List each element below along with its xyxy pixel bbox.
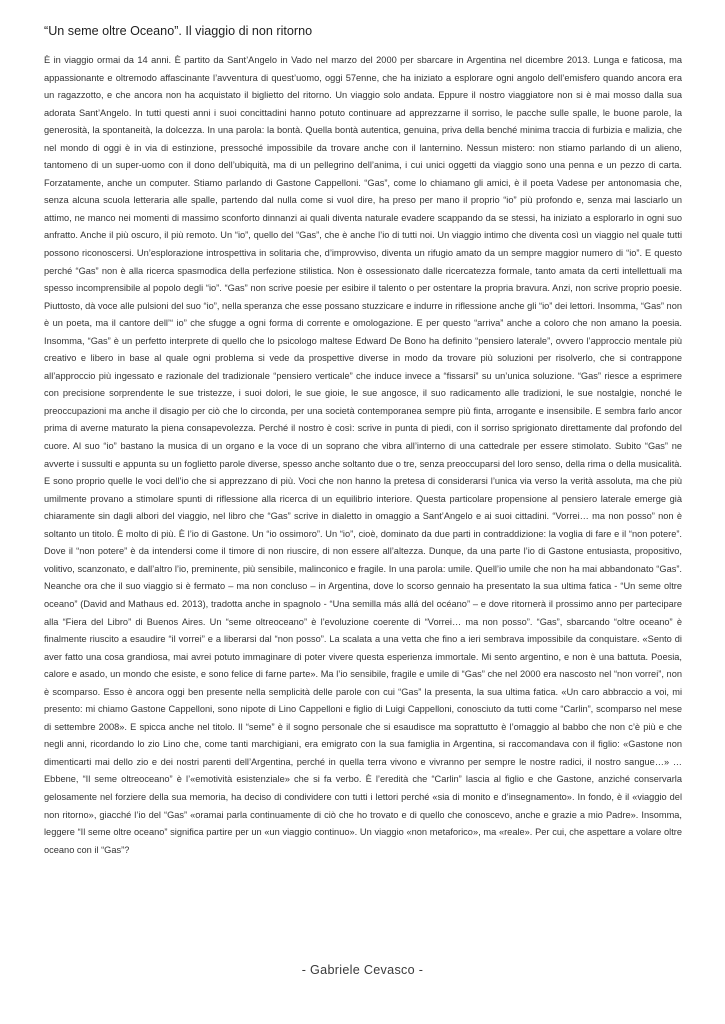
author-signature: - Gabriele Cevasco - [301,963,424,977]
document-body: È in viaggio ormai da 14 anni. È partito da Sant’Angelo in Vado nel marzo del 2000 per sbarcare in Argentina nel dicembre 2013. Lunga e faticosa, ma appassionante e oltremodo affascinante l’avventura di quest’uomo, oggi 57enne, che ha iniziato a esplorare ogni angolo dell’emisfero quando ancora era un ragazzotto, e che ancora non ha acquistato il biglietto del ritorno. Un viaggio solo andata. Eppure il nostro viaggiatore non si è mai mosso dalla sua adorata Sant’Angelo. In tutti questi anni i suoi concittadini hanno potuto continuare ad apprezzarne il sorriso, le pacche sulle spalle, le buone parole, la generosità, la spontaneità, la dolcezza. In una parola: la bontà. Quella bontà autentica, genuina, priva della benché minima traccia di furbizia e malizia, che nel mondo di oggi è in via di estinzione, pressoché impossibile da trovare anche con il lanternino. Nessun mistero: non stiamo parlando di un alieno, tantomeno di un super-uomo con il dono dell’ubiquità, ma di un pellegrino dell’anima, i cui unici oggetti da viaggio sono una penna e un pezzo di carta. Forzatamente, anche un computer. Stiamo parlando di Gastone Cappelloni. “Gas”, come lo chiamano gli amici, è il poeta Vadese per antonomasia che, senza alcuna scuola letteraria alle spalle, partendo dal nulla come si vuol dire, ha preso per mano il proprio “io” più profondo e, senza mai lasciarlo un attimo, ne manco nei momenti di massimo sconforto dinnanzi ai quali diventa naturale evadere scappando da se stessi, ha iniziato a esplorarlo in ogni suo anfratto. Anche il più oscuro, il più remoto. Un “io”, quello del “Gas”, che è anche l’io di tutti noi. Un viaggio intimo che diventa così un viaggio nel quale tutti possono riconoscersi. Un’esplorazione introspettiva in solitaria che, d’improvviso, diventa un rifugio amato da un sempre maggior numero di “io”. E questo perché “Gas” non è alla ricerca spasmodica della perfezione stilistica. Non è ossessionato dalle ricercatezza formale, tanto amata da certi intellettuali ma spesso incomprensibile al popolo degli “io”. “Gas” non scrive poesie per esibire il talento o per ostentare la propria bravura. Anzi, non scrive proprio poesie. Piuttosto, dà voce alle pulsioni del suo “io”, nella speranza che esse possano stuzzicare e indurre in riflessione anche gli “io” dei lettori. Insomma, “Gas” non è un poeta, ma il cantore dell’“ io” che sfugge a ogni forma di corrente e omologazione. E per questo “arriva” anche a coloro che non amano la poesia. Insomma, “Gas” è un perfetto interprete di quello che lo psicologo maltese Edward De Bono ha definito “pensiero laterale”, ovvero l’approccio mentale più creativo e libero in base al quale ogni problema si vede da prospettive diverse in modo da trovare più soluzioni per risolverlo, che si contrappone all’approccio più ingessato e razionale del tradizionale “pensiero verticale” che induce invece a “fissarsi” su un’unica soluzione. “Gas” riesce a esprimere con precisione sorprendente le sue tristezze, i suoi dolori, le sue gioie, le sue angosce, il suo radicamento alle tradizioni, le sue nostalgie, nonché le preoccupazioni ma anche il disagio per ciò che lo circonda, per una società contemporanea sempre più finta, arrogante e insensibile. E sembra farlo ancor prima di averne maturato la piena consapevolezza. Perché il nostro è così: scrive in punta di piedi, con il sorriso sprigionato direttamente dal profondo del cuore. Al suo “io” bastano la musica di un organo e la voce di un soprano che vibra all’interno di una cattedrale per essere stimolato. Subito “Gas” ne avverte i sussulti e appunta su un foglietto parole diverse, spesso anche soltanto due o tre, senza preoccuparsi del loro senso, della rima o della musicalità. E sono proprio quelle le voci dell’io che si apprezzano di più. Voci che non hanno la pretesa di considerarsi l’unica via verso la verità assoluta, ma che più umilmente provano a stimolare spunti di riflessione alla ricerca di un equilibrio interiore. Questa particolare propensione al pensiero laterale emerge già chiaramente sin dagli albori del viaggio, nel libro che “Gas” scrive in dialetto in omaggio a Sant’Angelo e ai suoi cittadini. “Vorrei… ma non posso” non è soltanto un titolo. È molto di più. È l’io di Gastone. Un “io ossimoro”. Un “io”, cioè, dominato da due parti in contraddizione: la voglia di fare e il “non potere”. Dove il “non potere” è da intendersi come il timore di non riuscire, di non essere all’altezza. Dunque, da una parte l’io di Gastone entusiasta, propositivo, volitivo, scanzonato, e dall’altro l’io, preminente, più sensibile, malinconico e fragile. In una parola: umile. Quell’io umile che non ha mai abbandonato “Gas”. Neanche ora che il suo viaggio si è fermato – ma non concluso – in Argentina, dove lo scorso gennaio ha presentato la sua ultima fatica - “Un seme oltre oceano” (David and Mathaus ed. 2013), tradotta anche in spagnolo - “Una semilla más allá del océano” – e dove ritornerà il prossimo anno per partecipare alla “Fiera del Libro” di Buenos Aires. Un “seme oltreoceano” è l’evoluzione coerente di “Vorrei… ma non posso”. “Gas”, sbarcando “oltre oceano” è finalmente riuscito a esaudire “il vorrei” e a liberarsi dal “non posso”. La scalata a una vetta che fino a ieri sembrava impossibile da conquistare. «Sento di aver fatto una cosa grandiosa, mai avrei potuto immaginare di poter vivere questa esperienza immortale. Mi sento argentino, e non è una battuta. Poesia, calore e asado, un mondo che esiste, e sono felice di farne parte». Ma l’io sensibile, fragile e umile di “Gas” che nel 2000 era nascosto nel “non vorrei”, non è scomparso. Esso è ancora oggi ben presente nella semplicità delle parole con cui “Gas” la presenta, la sua ultima fatica. «Un caro abbraccio a voi, mi presento: mi chiamo Gastone Cappelloni, sono nipote di Lino Cappelloni e figlio di Luigi Cappelloni, conosciuto da tutti come “Carlin”, scomparso nel mese di settembre 2008». E spicca anche nel titolo. Il “seme” è il sogno personale che si esaudisce ma soprattutto è l’omaggio al babbo che non c’è più e che negli anni, ricordando lo zio Lino che, come tanti marchigiani, era emigrato con la sua famiglia in Argentina, si raccomandava con il figlio: «Gastone non dimenticarti mai dello zio e dei nostri parenti dell’Argentina, perché in quella terra vivono e vivranno per sempre le nostre radici, il nostro sangue…» … Ebbene, “Il seme oltreoceano” è l’«emotività esistenziale» che si fa verbo. È l’eredità che “Carlin” lascia al figlio e che Gastone, anziché conservarla gelosamente nel forziere della sua memoria, ha deciso di condividere con tutti i lettori perché «sia di monito e d’insegnamento». In fondo, è il «viaggio del non ritorno», giacché l’io del “Gas” «oramai parla continuamente di ciò che ho trovato e di quello che conoscevo, anche e grazie a mio Padre». Insomma, leggere “Il seme oltre oceano” significa partire per un «un viaggio continuo». Un viaggio «non metaforico», ma «reale». Per cui, che aspettare a volare oltre oceano con il “Gas”? [44,55,682,855]
document-page [44,24,682,859]
document-title: “Un seme oltre Oceano”. Il viaggio di non ritorno [44,24,313,38]
